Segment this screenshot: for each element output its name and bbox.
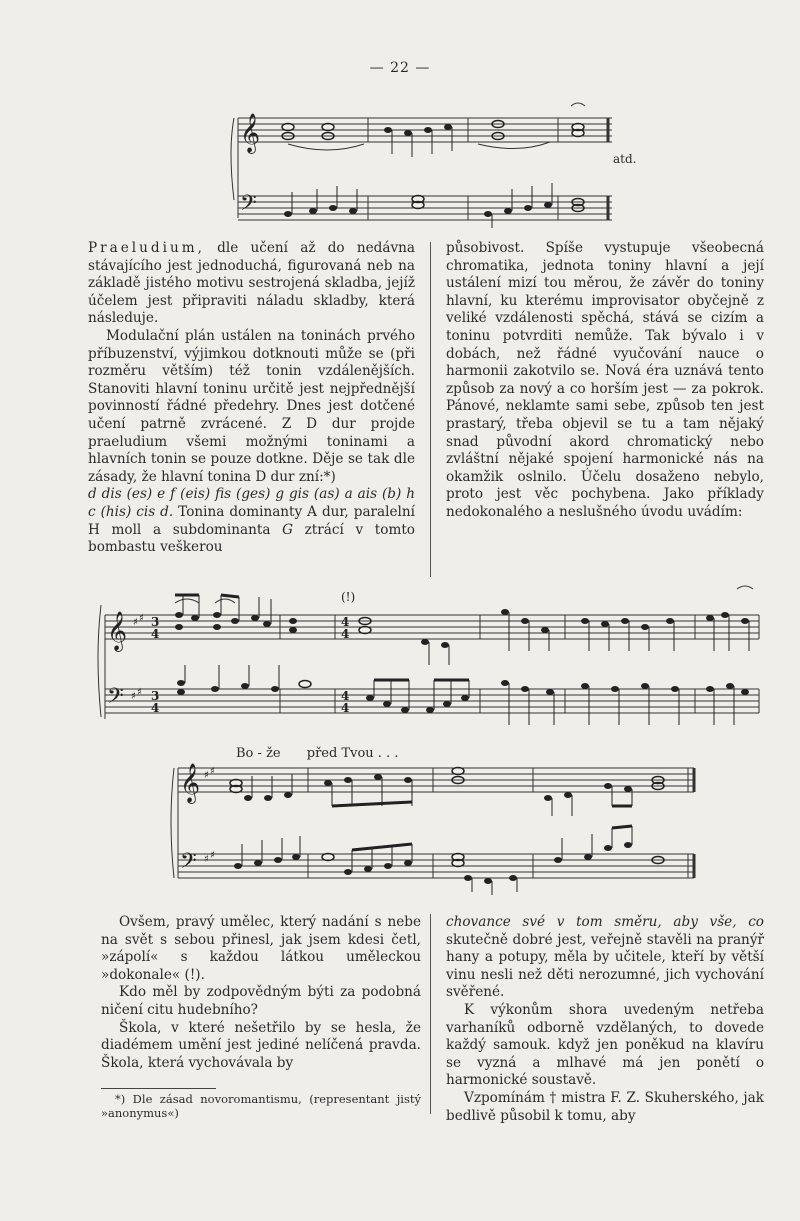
svg-text:♯: ♯ bbox=[210, 850, 215, 861]
paragraph: K výkonům shora uvedeným netřeba varhaníků odborně vzdělaných, to dovede každý samouk. když jen poněkud na klavíru se vyzná a mlhavé má jen ponětí o harmonické soustavě. bbox=[446, 1001, 764, 1089]
score-annotation: atd. bbox=[613, 152, 637, 166]
svg-text:4: 4 bbox=[341, 627, 350, 641]
svg-text:𝄞: 𝄞 bbox=[107, 611, 128, 651]
music-example-2 bbox=[95, 585, 765, 735]
paragraph: Kdo měl by zodpovědným býti za podobná ničení citu hudebního? bbox=[101, 984, 421, 1018]
svg-text:♯: ♯ bbox=[204, 854, 209, 865]
music-example-3 bbox=[168, 760, 700, 900]
svg-text:4: 4 bbox=[151, 701, 160, 715]
left-column-2 bbox=[101, 914, 421, 1072]
paragraph: Ovšem, pravý umělec, který nadání s nebe na svět s sebou přinesl, jak jsem kdesi četl, »zápolí« s každou látkou uměleckou »dokonale« (!). bbox=[101, 914, 421, 983]
paragraph: chovance své v tom směru, aby vše, co skutečně dobré jest, veřejně stavěli na pranýř hany a potupy, měla by učitele, kteří by větší vinu nesli než děti nerozumné, jich vychování svěřené. bbox=[446, 914, 764, 1001]
svg-text:𝄞: 𝄞 bbox=[180, 763, 201, 803]
svg-text:4: 4 bbox=[341, 701, 350, 715]
svg-text:♯: ♯ bbox=[133, 617, 138, 628]
score-marking: (!) bbox=[341, 590, 356, 604]
right-column-2 bbox=[446, 914, 764, 1125]
footnote: *) Dle zásad novoromantismu, (representant jistý »anonymus«) bbox=[101, 1092, 421, 1120]
footnote-rule bbox=[101, 1088, 216, 1089]
paragraph: Vzpomínám † mistra F. Z. Skuherského, jak bedlivě působil k tomu, aby bbox=[446, 1089, 764, 1124]
svg-text:𝄢: 𝄢 bbox=[180, 849, 197, 879]
paragraph: působivost. Spíše vystupuje všeobecná chromatika, jednota toniny hlavní a její ustálení mizí tou měrou, že závěr do toniny hlavní, ku kterému improvisator obyčejně z veliké vzdálenosti spěchá, stává se cizím a toninu potvrditi nemůže. Tak bývalo i v dobách, než řádné vyučování nauce o harmonii zakotvilo se. Nová éra uznává tento způsob za nový a co horším jest — za pokrok. Pánové, neklamte sami sebe, způsob ten jest prastarý, třeba objevil se tu a tam nějaký snad původní akord chromatický nebo zvláštní nějaké spojení harmonické nás na okamžik oslnilo. Účelu dosaženo nebylo, proto jest věc pochybena. Jako příklady nedokonalého a neslušného úvodu uvádím: bbox=[446, 240, 764, 520]
paragraph: Modulační plán ustálen na toninách prvého příbuzenství, výjimkou dotknouti může se (při rozměru větším) též tonin vzdálenějších. Stanoviti hlavní toninu určitě jest nejpřednější povinností řádné předehry. Dnes jest dotčené učení patrně zvrácené. Z D dur projde praeludium všemi možnými toninami a hlavních tonin se pouze dotkne. Děje se tak dle zásady, že hlavní tonina D dur zní:*) bbox=[88, 327, 415, 485]
svg-text:♯: ♯ bbox=[137, 687, 142, 698]
svg-text:♯: ♯ bbox=[204, 770, 209, 781]
lyrics-line: Bo - že před Tvou . . . bbox=[236, 746, 399, 761]
svg-text:4: 4 bbox=[341, 689, 350, 703]
paragraph: d dis (es) e f (eis) fis (ges) g gis (as) a ais (b) h c (his) cis d. Tonina dominanty A dur, paralelní H moll a subdominanta G ztrácí v tomto bombastu veškerou bbox=[88, 486, 415, 556]
column-divider bbox=[430, 914, 431, 1114]
column-divider bbox=[430, 242, 431, 577]
left-column-1 bbox=[88, 240, 415, 557]
right-column-1 bbox=[446, 240, 764, 522]
svg-text:3: 3 bbox=[151, 689, 160, 703]
svg-text:𝄞: 𝄞 bbox=[240, 113, 261, 153]
svg-text:♯: ♯ bbox=[210, 766, 215, 777]
music-example-1 bbox=[228, 100, 618, 232]
svg-text:3: 3 bbox=[151, 615, 160, 629]
svg-text:𝄢: 𝄢 bbox=[240, 191, 257, 221]
svg-text:𝄢: 𝄢 bbox=[107, 684, 124, 714]
svg-text:♯: ♯ bbox=[139, 613, 144, 624]
paragraph: Praeludium, dle učení až do nedávna stávajícího jest jednoduchá, figurovaná neb na základě jistého motivu sestrojená skladba, jejíž účelem jest připraviti náladu skladby, která následuje. bbox=[88, 240, 415, 327]
page-number: — 22 — bbox=[369, 60, 431, 76]
paragraph: Škola, v které nešetřilo by se hesla, že diadémem umění jest jediné nelíčená pravda. Škola, která vychovávala by bbox=[101, 1019, 421, 1071]
svg-text:4: 4 bbox=[341, 615, 350, 629]
svg-text:4: 4 bbox=[151, 627, 160, 641]
svg-text:♯: ♯ bbox=[131, 691, 136, 702]
